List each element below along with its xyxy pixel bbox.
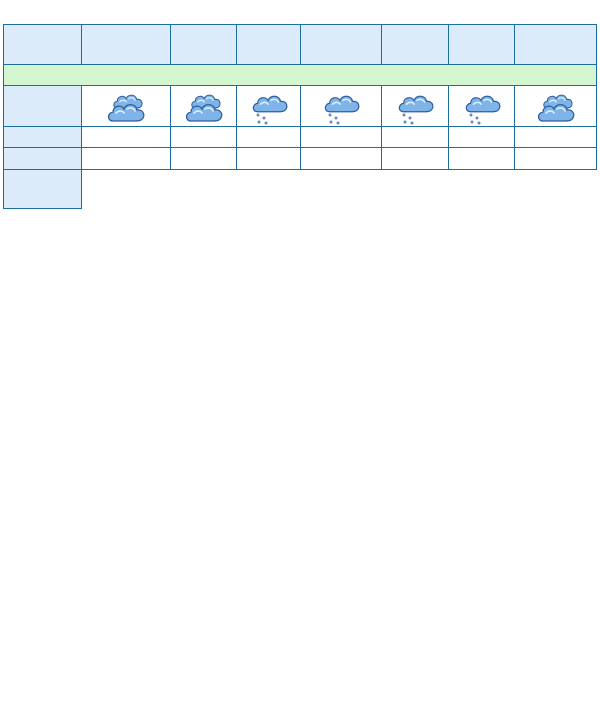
header-row [4, 25, 597, 65]
day-header [449, 25, 515, 65]
tmax-value [449, 148, 515, 170]
cloud-snow-icon [459, 87, 505, 125]
cloudy-icon [103, 87, 149, 125]
cloud-snow-icon [392, 87, 438, 125]
phenomena-cell [301, 86, 382, 127]
tmax-row [4, 148, 597, 170]
phenomena-row [4, 86, 597, 127]
tmin-value [82, 127, 171, 148]
tmin-value [449, 127, 515, 148]
tmin-label [4, 127, 82, 148]
day-header [515, 25, 597, 65]
day-header [237, 25, 301, 65]
phenomena-cell [382, 86, 449, 127]
cloudy-icon [533, 87, 579, 125]
tmin-value [237, 127, 301, 148]
day-header [82, 25, 171, 65]
tmax-value [82, 148, 171, 170]
header-label [4, 25, 82, 65]
phenomena-cell [237, 86, 301, 127]
phenomena-cell [515, 86, 597, 127]
cloud-snow-icon [318, 87, 364, 125]
cloudy-icon [181, 87, 227, 125]
cloud-snow-icon [246, 87, 292, 125]
day-header [382, 25, 449, 65]
tmin-value [171, 127, 237, 148]
phenomena-label [4, 86, 82, 127]
tmax-value [301, 148, 382, 170]
tmin-value [515, 127, 597, 148]
tmax-value [237, 148, 301, 170]
tmax-value [515, 148, 597, 170]
phenomena-cell [449, 86, 515, 127]
tmin-row [4, 127, 597, 148]
wind-direction-row [4, 170, 597, 209]
wind-direction-label [4, 170, 82, 209]
region-row [4, 65, 597, 86]
tmax-value [171, 148, 237, 170]
tmin-value [301, 127, 382, 148]
phenomena-cell [171, 86, 237, 127]
day-header [171, 25, 237, 65]
tmax-label [4, 148, 82, 170]
tmin-value [382, 127, 449, 148]
region-title [4, 65, 597, 86]
phenomena-cell [82, 86, 171, 127]
day-header [301, 25, 382, 65]
tmax-value [382, 148, 449, 170]
forecast-table [3, 24, 597, 209]
